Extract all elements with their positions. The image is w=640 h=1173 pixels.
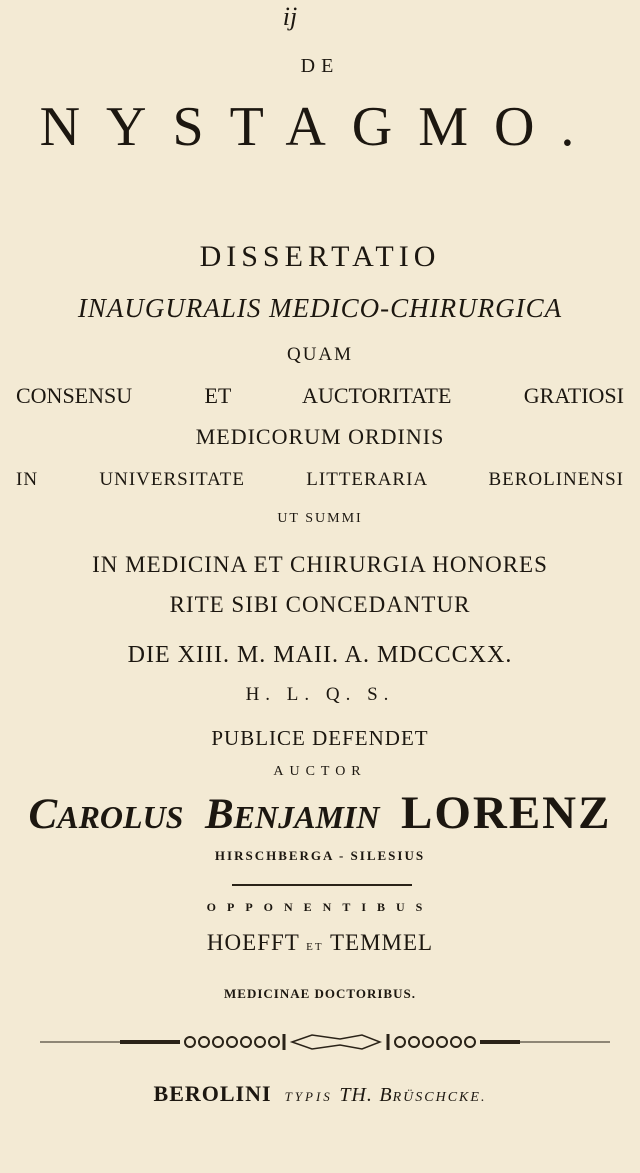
- imprint-place: BEROLINI: [153, 1081, 272, 1106]
- printer-b: B: [379, 1084, 393, 1106]
- imprint-typis: TYPIS: [284, 1089, 333, 1104]
- date-line: DIE XIII. M. MAII. A. MDCCCXX.: [127, 642, 513, 668]
- main-title: NYSTAGMO.: [39, 96, 601, 158]
- author-initial-b: B: [204, 791, 234, 838]
- in-medicina-line: IN MEDICINA ET CHIRURGIA HONORES: [92, 552, 548, 577]
- opponent-first: HOEFFT: [206, 930, 300, 955]
- author-surname: LORENZ: [400, 787, 612, 839]
- hlqs-line: H. L. Q. S.: [245, 684, 395, 705]
- author-initial-c: C: [28, 791, 58, 838]
- author-name: [0, 786, 640, 840]
- auctor-line: AUCTOR: [273, 764, 367, 779]
- opponents-line: [0, 930, 640, 956]
- separator-rule: [232, 884, 412, 886]
- preposition-de: DE: [300, 55, 340, 77]
- printer-name-rest: RÜSCHCKE.: [392, 1090, 487, 1105]
- pencil-mark: ij: [282, 2, 298, 31]
- inauguralis-line: INAUGURALIS MEDICO-CHIRURGICA: [77, 293, 563, 323]
- quam-line: QUAM: [286, 344, 354, 365]
- author-middle-rest: ENJAMIN: [233, 799, 380, 835]
- consensu-line: CONSENSU ET AUCTORITATE GRATIOSI: [16, 383, 624, 408]
- rite-line: RITE SIBI CONCEDANTUR: [169, 592, 471, 617]
- origin-line: HIRSCHBERGA - SILESIUS: [214, 848, 426, 863]
- opponent-second: TEMMEL: [329, 930, 434, 955]
- publice-line: PUBLICE DEFENDET: [211, 726, 429, 750]
- universitate-line: IN UNIVERSITATE LITTERARIA BEROLINENSI: [16, 469, 624, 490]
- doctoribus-line: MEDICINAE DOCTORIBUS.: [224, 986, 416, 1001]
- printer-initial: TH.: [339, 1084, 373, 1106]
- author-first-rest: AROLUS: [57, 799, 184, 835]
- imprint-line: [0, 1081, 640, 1107]
- ut-summi-line: UT SUMMI: [277, 511, 363, 526]
- medicorum-line: MEDICORUM ORDINIS: [195, 424, 445, 449]
- ornament-rule: [40, 1030, 610, 1054]
- opponentibus-line: OPPONENTIBUS: [206, 900, 434, 914]
- opponents-et: ET: [306, 941, 324, 953]
- dissertatio-heading: DISSERTATIO: [199, 240, 441, 273]
